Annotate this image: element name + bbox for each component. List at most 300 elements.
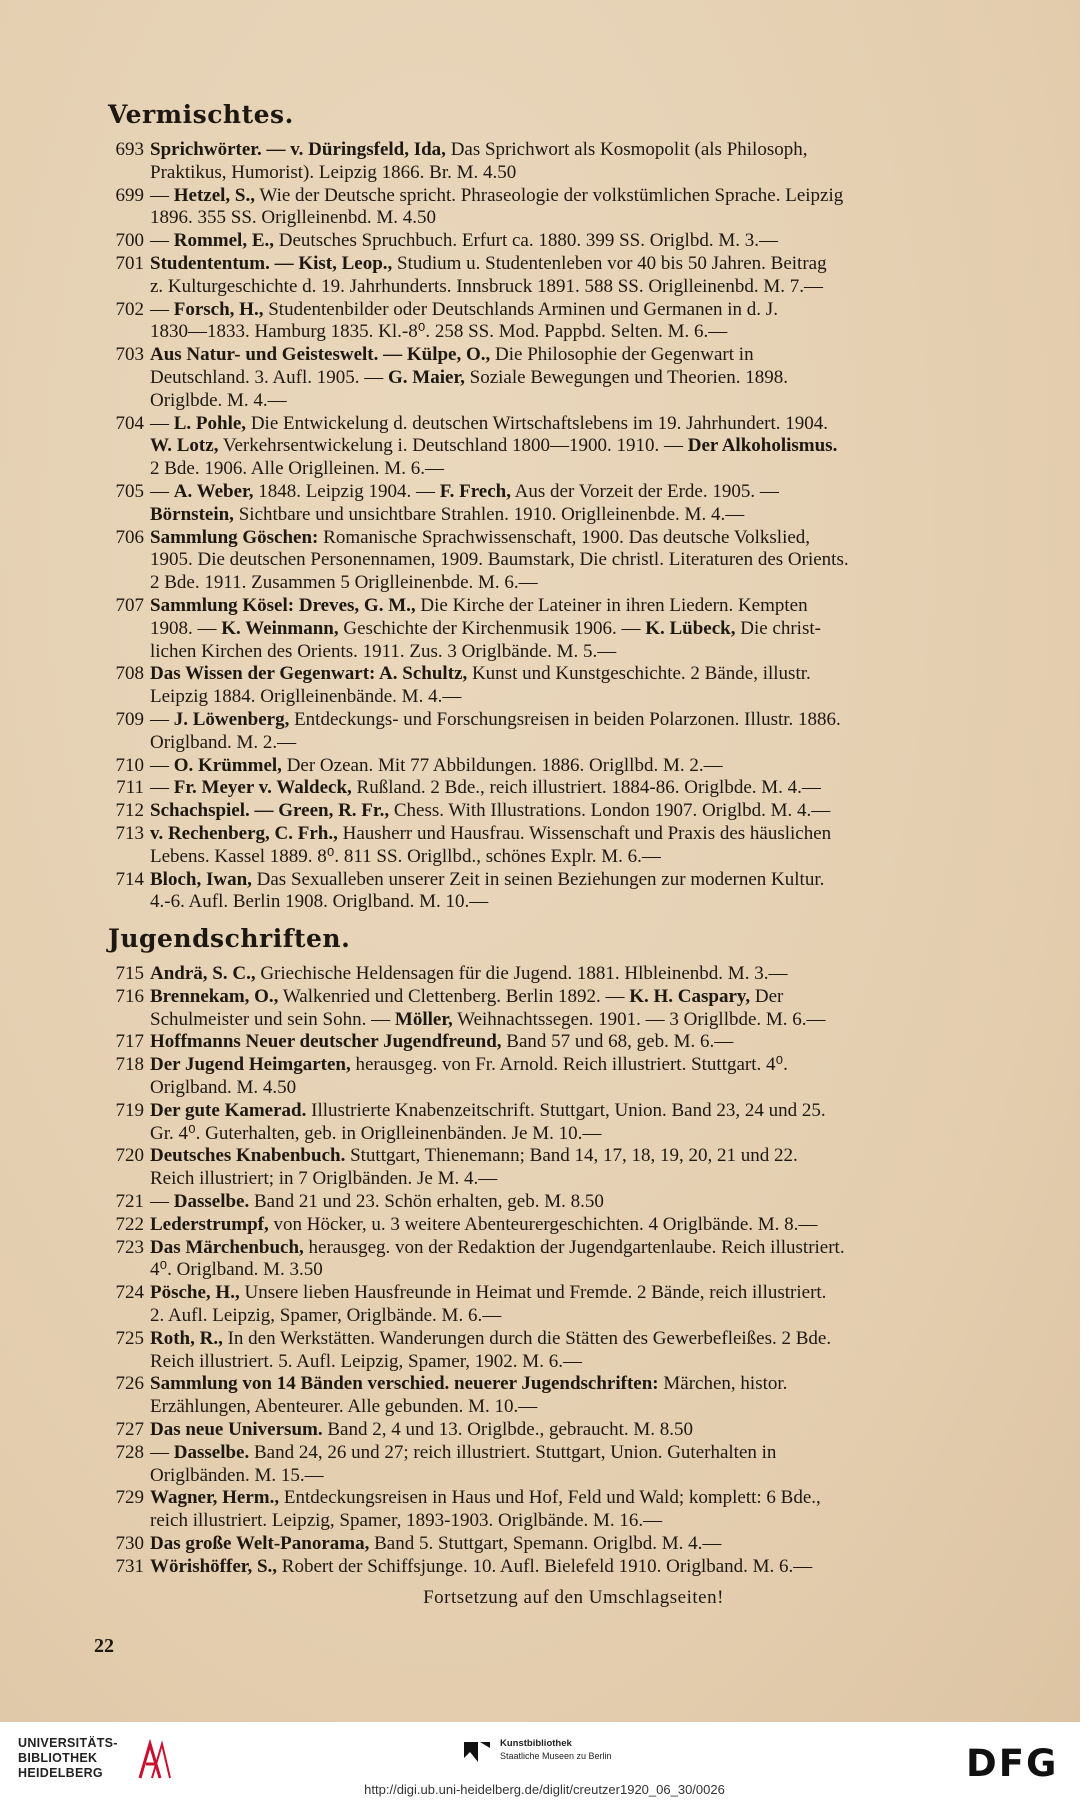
entry-list-vermischtes bbox=[96, 139, 1051, 914]
entry-number: 702 bbox=[115, 298, 144, 320]
entry-segment: 2 Bde. 1906. Alle Origlleinen. M. 6.— bbox=[150, 458, 444, 480]
catalogue-entry bbox=[96, 1419, 1051, 1442]
entry-bold-segment: O. Krümmel, bbox=[173, 754, 282, 776]
catalogue-entry bbox=[96, 1237, 1051, 1283]
entry-bold-segment: Das Wissen der Gegenwart: A. Schultz, bbox=[150, 663, 468, 685]
entry-bold-segment: Börnstein, bbox=[150, 503, 234, 525]
entry-segment: Der bbox=[750, 985, 784, 1007]
entry-segment: Reich illustriert; in 7 Origlbänden. Je M. 4.— bbox=[150, 1168, 498, 1190]
entry-bold-segment: Aus Natur- und Geisteswelt. — Külpe, O., bbox=[150, 344, 491, 366]
entry-text bbox=[150, 413, 1051, 481]
entry-line bbox=[150, 777, 1051, 800]
entry-segment: Robert der Schiffsjunge. 10. Aufl. Bielefeld 1910. Origlband. M. 6.— bbox=[277, 1555, 813, 1577]
kb-line2: Staatliche Museen zu Berlin bbox=[500, 1751, 612, 1761]
entry-number: 713 bbox=[115, 822, 144, 844]
entry-text bbox=[150, 1145, 1051, 1191]
entry-line bbox=[150, 321, 1051, 344]
entry-line bbox=[150, 276, 1051, 299]
entry-segment: Band 57 und 68, geb. M. 6.— bbox=[501, 1031, 734, 1053]
entry-bold-segment: Der gute Kamerad. bbox=[150, 1099, 307, 1121]
entry-line bbox=[150, 709, 1051, 732]
entry-bold-segment: Wagner, Herm., bbox=[150, 1487, 280, 1509]
entry-bold-segment: Sammlung Kösel: Dreves, G. M., bbox=[150, 594, 416, 616]
entry-segment: Soziale Bewegungen und Theorien. 1898. bbox=[464, 366, 788, 388]
catalogue-entry bbox=[96, 709, 1051, 755]
catalogue-entry bbox=[96, 755, 1051, 778]
entry-line bbox=[150, 1556, 1051, 1579]
entry-bold-segment: Pösche, H., bbox=[150, 1282, 240, 1304]
entry-segment: herausgeg. von der Redaktion der Jugendgartenlaube. Reich illustriert. bbox=[303, 1236, 845, 1258]
entry-number: 730 bbox=[115, 1533, 144, 1555]
entry-segment: 4.-6. Aufl. Berlin 1908. Origlband. M. 10.— bbox=[150, 891, 489, 913]
entry-number: 700 bbox=[115, 230, 144, 252]
entry-bold-segment: Sprichwörter. — v. Düringsfeld, Ida, bbox=[150, 139, 446, 160]
entry-segment: z. Kulturgeschichte d. 19. Jahrhunderts. Innsbruck 1891. 588 SS. Origlleinenbd. M. 7.— bbox=[150, 275, 824, 297]
entry-line bbox=[150, 139, 1051, 162]
entry-line bbox=[150, 755, 1051, 778]
entry-segment: Erzählungen, Abenteurer. Alle gebunden. M. 10.— bbox=[150, 1396, 538, 1418]
catalogue-entry bbox=[96, 986, 1051, 1032]
entry-segment: 1830—1833. Hamburg 1835. Kl.-8⁰. 258 SS. Mod. Pappbd. Selten. M. 6.— bbox=[150, 321, 728, 343]
entry-line bbox=[150, 1419, 1051, 1442]
entry-line bbox=[150, 1145, 1051, 1168]
ub-heidelberg-logo[interactable] bbox=[18, 1736, 118, 1781]
kb-line1: Kunstbibliothek bbox=[500, 1738, 572, 1749]
entry-number: 727 bbox=[115, 1419, 144, 1441]
entry-number: 703 bbox=[115, 344, 144, 366]
entry-number: 720 bbox=[115, 1145, 144, 1167]
catalogue-entry bbox=[96, 344, 1051, 412]
entry-text bbox=[150, 1373, 1051, 1419]
entry-number: 706 bbox=[115, 526, 144, 548]
entry-segment: Die Philosophie der Gegenwart in bbox=[490, 344, 754, 366]
catalogue-entry bbox=[96, 1191, 1051, 1214]
entry-bold-segment: Hetzel, S., bbox=[173, 184, 256, 206]
entry-bold-segment: Forsch, H., bbox=[173, 298, 264, 320]
entry-text bbox=[150, 1031, 1051, 1054]
entry-number: 709 bbox=[115, 708, 144, 730]
entry-line bbox=[150, 1031, 1051, 1054]
entry-text bbox=[150, 1214, 1051, 1237]
entry-line bbox=[150, 663, 1051, 686]
entry-text bbox=[150, 963, 1051, 986]
entry-number: 711 bbox=[116, 777, 144, 799]
entry-line bbox=[150, 800, 1051, 823]
entry-bold-segment: A. Weber, bbox=[173, 480, 254, 502]
entry-number: 704 bbox=[115, 412, 144, 434]
entry-bold-segment: Das große Welt-Panorama, bbox=[150, 1533, 370, 1555]
entry-line bbox=[150, 1328, 1051, 1351]
entry-line bbox=[150, 1054, 1051, 1077]
entry-line bbox=[150, 527, 1051, 550]
entry-segment: herausgeg. von Fr. Arnold. Reich illustriert. Stuttgart. 4⁰. bbox=[350, 1054, 788, 1076]
entry-text bbox=[150, 1054, 1051, 1100]
entry-segment: 4⁰. Origlband. M. 3.50 bbox=[150, 1259, 323, 1281]
entry-bold-segment: Möller, bbox=[394, 1008, 453, 1030]
entry-line bbox=[150, 986, 1051, 1009]
entry-segment: Band 5. Stuttgart, Spemann. Origlbd. M. 4.— bbox=[369, 1533, 722, 1555]
entry-text bbox=[150, 1282, 1051, 1328]
entry-list-jugendschriften bbox=[96, 963, 1051, 1579]
entry-segment: Studentenbilder oder Deutschlands Arminen und Germanen in d. J. bbox=[263, 298, 778, 320]
entry-segment: Gr. 4⁰. Guterhalten, geb. in Origlleinenbänden. Je M. 10.— bbox=[150, 1122, 602, 1144]
entry-segment: 1905. Die deutschen Personennamen, 1909. Baumstark, Die christl. Literaturen des Orients. bbox=[150, 549, 849, 571]
entry-segment: 1848. Leipzig 1904. — bbox=[253, 480, 440, 502]
entry-segment: — bbox=[150, 230, 174, 252]
entry-bold-segment: Dasselbe. bbox=[173, 1191, 250, 1213]
entry-line bbox=[150, 230, 1051, 253]
entry-line bbox=[150, 1351, 1051, 1374]
catalogue-entry bbox=[96, 1442, 1051, 1488]
entry-line bbox=[150, 367, 1051, 390]
entry-text bbox=[150, 299, 1051, 345]
entry-text bbox=[150, 1533, 1051, 1556]
entry-segment: Das Sexualleben unserer Zeit in seinen Beziehungen zur modernen Kultur. bbox=[251, 868, 825, 890]
entry-number: 725 bbox=[115, 1327, 144, 1349]
entry-number: 716 bbox=[115, 985, 144, 1007]
catalogue-entry bbox=[96, 1214, 1051, 1237]
entry-line bbox=[150, 162, 1051, 185]
entry-segment: — bbox=[150, 1441, 174, 1463]
section-title-vermischtes: Vermischtes. bbox=[108, 100, 294, 129]
kunstbibliothek-logo[interactable] bbox=[462, 1738, 612, 1769]
entry-line bbox=[150, 1168, 1051, 1191]
catalogue-entry bbox=[96, 185, 1051, 231]
entry-segment: Leipzig 1884. Origlleinenbände. M. 4.— bbox=[150, 686, 462, 708]
entry-bold-segment: Der Jugend Heimgarten, bbox=[150, 1054, 351, 1076]
entry-bold-segment: Das Märchenbuch, bbox=[150, 1236, 304, 1258]
catalogue-entry bbox=[96, 1556, 1051, 1579]
entry-segment: Origlband. M. 4.50 bbox=[150, 1077, 297, 1099]
entry-segment: 1908. — bbox=[150, 617, 222, 639]
entry-bold-segment: Das neue Universum. bbox=[150, 1419, 323, 1441]
entry-segment: — bbox=[150, 754, 174, 776]
entry-line bbox=[150, 686, 1051, 709]
entry-number: 724 bbox=[115, 1282, 144, 1304]
catalogue-entry bbox=[96, 481, 1051, 527]
entry-segment: — bbox=[150, 480, 174, 502]
entry-segment: — bbox=[150, 777, 174, 799]
entry-bold-segment: v. Rechenberg, C. Frh., bbox=[150, 822, 338, 844]
entry-segment: Band 24, 26 und 27; reich illustriert. Stuttgart, Union. Guterhalten in bbox=[249, 1441, 777, 1463]
entry-line bbox=[150, 732, 1051, 755]
entry-segment: Die Entwickelung d. deutschen Wirtschaftslebens im 19. Jahrhundert. 1904. bbox=[246, 412, 829, 434]
entry-segment: Kunst und Kunstgeschichte. 2 Bände, illustr. bbox=[467, 663, 811, 685]
entry-line bbox=[150, 1282, 1051, 1305]
entry-segment: Reich illustriert. 5. Aufl. Leipzig, Spamer, 1902. M. 6.— bbox=[150, 1350, 582, 1372]
catalogue-entry bbox=[96, 777, 1051, 800]
entry-line bbox=[150, 435, 1051, 458]
entry-segment: Weihnachtssegen. 1901. — 3 Origllbde. M. 6.— bbox=[452, 1008, 826, 1030]
entry-line bbox=[150, 1487, 1051, 1510]
entry-segment: Illustrierte Knabenzeitschrift. Stuttgart, Union. Band 23, 24 und 25. bbox=[306, 1099, 826, 1121]
entry-text bbox=[150, 139, 1051, 185]
entry-line bbox=[150, 344, 1051, 367]
entry-segment: Deutschland. 3. Aufl. 1905. — bbox=[150, 366, 389, 388]
entry-text bbox=[150, 1556, 1051, 1579]
ub-line1: UNIVERSITÄTS- bbox=[18, 1736, 118, 1750]
entry-text bbox=[150, 1487, 1051, 1533]
entry-bold-segment: Roth, R., bbox=[150, 1327, 223, 1349]
entry-segment: Sichtbare und unsichtbare Strahlen. 1910. Origlleinenbde. M. 4.— bbox=[233, 503, 745, 525]
catalogue-entry bbox=[96, 663, 1051, 709]
entry-line bbox=[150, 413, 1051, 436]
entry-text bbox=[150, 1328, 1051, 1374]
footer-bar bbox=[0, 1722, 1089, 1801]
entry-number: 708 bbox=[115, 663, 144, 685]
catalogue-entry bbox=[96, 413, 1051, 481]
entry-line bbox=[150, 253, 1051, 276]
entry-segment: — bbox=[150, 298, 174, 320]
dfg-logo[interactable]: DFG bbox=[966, 1742, 1059, 1785]
entry-line bbox=[150, 1510, 1051, 1533]
entry-text bbox=[150, 800, 1051, 823]
entry-text bbox=[150, 823, 1051, 869]
entry-segment: Verkehrsentwickelung i. Deutschland 1800—1900. 1910. — bbox=[218, 435, 688, 457]
ub-line2: BIBLIOTHEK bbox=[18, 1751, 98, 1765]
entry-line bbox=[150, 481, 1051, 504]
catalogue-entry bbox=[96, 299, 1051, 345]
entry-segment: 1896. 355 SS. Origlleinenbd. M. 4.50 bbox=[150, 207, 437, 229]
entry-segment: Walkenried und Clettenberg. Berlin 1892. — bbox=[278, 985, 630, 1007]
entry-segment: lichen Kirchen des Orients. 1911. Zus. 3 Origlbände. M. 5.— bbox=[150, 640, 617, 662]
catalogue-entry bbox=[96, 1487, 1051, 1533]
ub-emblem-icon bbox=[136, 1738, 172, 1784]
continuation-note: Fortsetzung auf den Umschlagseiten! bbox=[423, 1586, 724, 1608]
entry-text bbox=[150, 755, 1051, 778]
entry-number: 726 bbox=[115, 1373, 144, 1395]
catalogue-entry bbox=[96, 1328, 1051, 1374]
page-number-row bbox=[96, 1609, 1051, 1669]
catalogue-entry bbox=[96, 869, 1051, 915]
entry-segment: In den Werkstätten. Wanderungen durch die Stätten des Gewerbefleißes. 2 Bde. bbox=[222, 1327, 832, 1349]
entry-text bbox=[150, 869, 1051, 915]
entry-segment: Rußland. 2 Bde., reich illustriert. 1884-86. Origlbde. M. 4.— bbox=[351, 777, 821, 799]
entry-number: 731 bbox=[115, 1555, 144, 1577]
entry-bold-segment: Studententum. — Kist, Leop., bbox=[150, 252, 393, 274]
entry-line bbox=[150, 207, 1051, 230]
entry-bold-segment: W. Lotz, bbox=[150, 435, 219, 457]
entry-segment: Griechische Heldensagen für die Jugend. 1881. Hlbleinenbd. M. 3.— bbox=[255, 963, 788, 985]
entry-segment: 2 Bde. 1911. Zusammen 5 Origlleinenbde. M. 6.— bbox=[150, 572, 538, 594]
entry-segment: Schulmeister und sein Sohn. — bbox=[150, 1008, 395, 1030]
entry-line bbox=[150, 963, 1051, 986]
entry-line bbox=[150, 869, 1051, 892]
entry-segment: Studium u. Studentenleben vor 40 bis 50 Jahren. Beitrag bbox=[392, 252, 827, 274]
entry-number: 721 bbox=[115, 1191, 144, 1213]
entry-line bbox=[150, 595, 1051, 618]
entry-line bbox=[150, 641, 1051, 664]
catalogue-entry bbox=[96, 1100, 1051, 1146]
entry-line bbox=[150, 572, 1051, 595]
entry-number: 693 bbox=[115, 139, 144, 160]
entry-number: 710 bbox=[115, 754, 144, 776]
entry-segment: Der Ozean. Mit 77 Abbildungen. 1886. Origllbd. M. 2.— bbox=[281, 754, 723, 776]
entry-segment: Chess. With Illustrations. London 1907. Origlbd. M. 4.— bbox=[389, 800, 831, 822]
entry-bold-segment: Der Alkoholismus. bbox=[687, 435, 838, 457]
entry-text bbox=[150, 986, 1051, 1032]
entry-line bbox=[150, 458, 1051, 481]
entry-bold-segment: Sammlung von 14 Bänden verschied. neuerer Jugendschriften: bbox=[150, 1373, 659, 1395]
entry-line bbox=[150, 1533, 1051, 1556]
entry-segment: — bbox=[150, 184, 174, 206]
source-url[interactable]: http://digi.ub.uni-heidelberg.de/diglit/creutzer1920_06_30/0026 bbox=[364, 1782, 725, 1797]
entry-segment: von Höcker, u. 3 weitere Abenteurergeschichten. 4 Origlbände. M. 8.— bbox=[268, 1213, 818, 1235]
entry-line bbox=[150, 846, 1051, 869]
entry-line bbox=[150, 1077, 1051, 1100]
entry-number: 718 bbox=[115, 1054, 144, 1076]
entry-bold-segment: K. Lübeck, bbox=[645, 617, 736, 639]
entry-bold-segment: K. H. Caspary, bbox=[629, 985, 751, 1007]
entry-text bbox=[150, 253, 1051, 299]
entry-line bbox=[150, 1214, 1051, 1237]
entry-bold-segment: Wörishöffer, S., bbox=[150, 1555, 278, 1577]
catalogue-entry bbox=[96, 1282, 1051, 1328]
catalogue-entry bbox=[96, 1031, 1051, 1054]
entry-bold-segment: Sammlung Göschen: bbox=[150, 526, 319, 548]
entry-bold-segment: Rommel, E., bbox=[173, 230, 275, 252]
catalogue-entry bbox=[96, 1145, 1051, 1191]
entry-segment: Aus der Vorzeit der Erde. 1905. — bbox=[510, 480, 779, 502]
entry-line bbox=[150, 823, 1051, 846]
entry-number: 719 bbox=[115, 1099, 144, 1121]
entry-text bbox=[150, 663, 1051, 709]
entry-segment: Das Sprichwort als Kosmopolit (als Philosoph, bbox=[445, 139, 808, 160]
entry-segment: Deutsches Spruchbuch. Erfurt ca. 1880. 399 SS. Origlbd. M. 3.— bbox=[274, 230, 778, 252]
entry-segment: Origlbde. M. 4.— bbox=[150, 389, 287, 411]
catalogue-entry bbox=[96, 963, 1051, 986]
entry-text bbox=[150, 1237, 1051, 1283]
entry-segment: — bbox=[150, 708, 174, 730]
entry-text bbox=[150, 1442, 1051, 1488]
entry-bold-segment: Lederstrumpf, bbox=[150, 1213, 269, 1235]
entry-line bbox=[150, 1396, 1051, 1419]
catalogue-entry bbox=[96, 139, 1051, 185]
entry-text bbox=[150, 1419, 1051, 1442]
entry-segment: Märchen, histor. bbox=[658, 1373, 788, 1395]
entry-number: 705 bbox=[115, 480, 144, 502]
entry-segment: Romanische Sprachwissenschaft, 1900. Das deutsche Volkslied, bbox=[318, 526, 811, 548]
catalogue-entry bbox=[96, 527, 1051, 595]
entry-segment: Lebens. Kassel 1889. 8⁰. 811 SS. Origllbd., schönes Explr. M. 6.— bbox=[150, 845, 661, 867]
entry-segment: Die christ- bbox=[735, 617, 821, 639]
entry-segment: — bbox=[150, 412, 174, 434]
entry-bold-segment: Fr. Meyer v. Waldeck, bbox=[173, 777, 352, 799]
entry-text bbox=[150, 344, 1051, 412]
entry-segment: Wie der Deutsche spricht. Phraseologie der volkstümlichen Sprache. Leipzig bbox=[255, 184, 844, 206]
entry-segment: Band 2, 4 und 13. Origlbde., gebraucht. M. 8.50 bbox=[322, 1419, 694, 1441]
entry-text bbox=[150, 481, 1051, 527]
entry-segment: — bbox=[150, 1191, 174, 1213]
entry-segment: Hausherr und Hausfrau. Wissenschaft und Praxis des häuslichen bbox=[337, 822, 832, 844]
entry-text bbox=[150, 527, 1051, 595]
entry-number: 723 bbox=[115, 1236, 144, 1258]
entry-segment: Entdeckungsreisen in Haus und Hof, Feld und Wald; komplett: 6 Bde., bbox=[279, 1487, 821, 1509]
entry-segment: Band 21 und 23. Schön erhalten, geb. M. 8.50 bbox=[249, 1191, 604, 1213]
entry-line bbox=[150, 618, 1051, 641]
entry-number: 715 bbox=[115, 963, 144, 985]
catalogue-entry bbox=[96, 253, 1051, 299]
catalogue-entry bbox=[96, 1373, 1051, 1419]
kunstbibliothek-emblem-icon bbox=[462, 1738, 492, 1764]
entry-text bbox=[150, 709, 1051, 755]
entry-number: 729 bbox=[115, 1487, 144, 1509]
entry-line bbox=[150, 1009, 1051, 1032]
entry-bold-segment: Brennekam, O., bbox=[150, 985, 279, 1007]
ub-line3: HEIDELBERG bbox=[18, 1766, 103, 1780]
entry-number: 717 bbox=[115, 1031, 144, 1053]
catalogue-entry bbox=[96, 800, 1051, 823]
entry-number: 714 bbox=[115, 868, 144, 890]
entry-segment: 2. Aufl. Leipzig, Spamer, Origlbände. M. 6.— bbox=[150, 1305, 502, 1327]
entry-number: 728 bbox=[115, 1441, 144, 1463]
catalogue-entry bbox=[96, 1054, 1051, 1100]
entry-line bbox=[150, 299, 1051, 322]
page-number: 22 bbox=[94, 1634, 114, 1657]
catalogue-entry bbox=[96, 1533, 1051, 1556]
entry-segment: Stuttgart, Thienemann; Band 14, 17, 18, 19, 20, 21 und 22. bbox=[345, 1145, 798, 1167]
entry-line bbox=[150, 1373, 1051, 1396]
entry-bold-segment: Deutsches Knabenbuch. bbox=[150, 1145, 346, 1167]
entry-line bbox=[150, 1191, 1051, 1214]
entry-line bbox=[150, 390, 1051, 413]
entry-segment: Die Kirche der Lateiner in ihren Liedern. Kempten bbox=[415, 594, 808, 616]
entry-line bbox=[150, 1100, 1051, 1123]
entry-bold-segment: F. Frech, bbox=[439, 480, 511, 502]
entry-segment: Entdeckungs- und Forschungsreisen in beiden Polarzonen. Illustr. 1886. bbox=[289, 708, 841, 730]
entry-bold-segment: L. Pohle, bbox=[173, 412, 247, 434]
entry-segment: reich illustriert. Leipzig, Spamer, 1893-1903. Origlbände. M. 16.— bbox=[150, 1510, 663, 1532]
entry-text bbox=[150, 1100, 1051, 1146]
entry-bold-segment: J. Löwenberg, bbox=[173, 708, 290, 730]
entry-line bbox=[150, 1465, 1051, 1488]
entry-number: 722 bbox=[115, 1213, 144, 1235]
entry-bold-segment: G. Maier, bbox=[388, 366, 465, 388]
entry-number: 701 bbox=[115, 252, 144, 274]
entry-bold-segment: Bloch, Iwan, bbox=[150, 868, 252, 890]
entry-bold-segment: Dasselbe. bbox=[173, 1441, 250, 1463]
entry-segment: Geschichte der Kirchenmusik 1906. — bbox=[338, 617, 646, 639]
entry-segment: Praktikus, Humorist). Leipzig 1866. Br. M. 4.50 bbox=[150, 161, 517, 183]
entry-segment: Origlbänden. M. 15.— bbox=[150, 1464, 324, 1486]
section-title-jugendschriften: Jugendschriften. bbox=[108, 924, 351, 954]
entry-text bbox=[150, 185, 1051, 231]
catalogue-entry bbox=[96, 230, 1051, 253]
entry-line bbox=[150, 1442, 1051, 1465]
entry-text bbox=[150, 595, 1051, 663]
entry-bold-segment: Schachspiel. — Green, R. Fr., bbox=[150, 800, 390, 822]
entry-bold-segment: K. Weinmann, bbox=[221, 617, 339, 639]
entry-bold-segment: Andrä, S. C., bbox=[150, 963, 256, 985]
entry-line bbox=[150, 1237, 1051, 1260]
entry-line bbox=[150, 549, 1051, 572]
catalogue-page bbox=[96, 100, 1051, 1669]
entry-text bbox=[150, 1191, 1051, 1214]
entry-line bbox=[150, 1123, 1051, 1146]
entry-line bbox=[150, 1305, 1051, 1328]
entry-line bbox=[150, 891, 1051, 914]
entry-text bbox=[150, 230, 1051, 253]
entry-line bbox=[150, 1259, 1051, 1282]
entry-number: 707 bbox=[115, 594, 144, 616]
entry-line bbox=[150, 185, 1051, 208]
entry-text bbox=[150, 777, 1051, 800]
entry-segment: Unsere lieben Hausfreunde in Heimat und Fremde. 2 Bände, reich illustriert. bbox=[239, 1282, 827, 1304]
entry-bold-segment: Hoffmanns Neuer deutscher Jugendfreund, bbox=[150, 1031, 502, 1053]
entry-number: 699 bbox=[115, 184, 144, 206]
entry-segment: Origlband. M. 2.— bbox=[150, 731, 297, 753]
catalogue-entry bbox=[96, 595, 1051, 663]
